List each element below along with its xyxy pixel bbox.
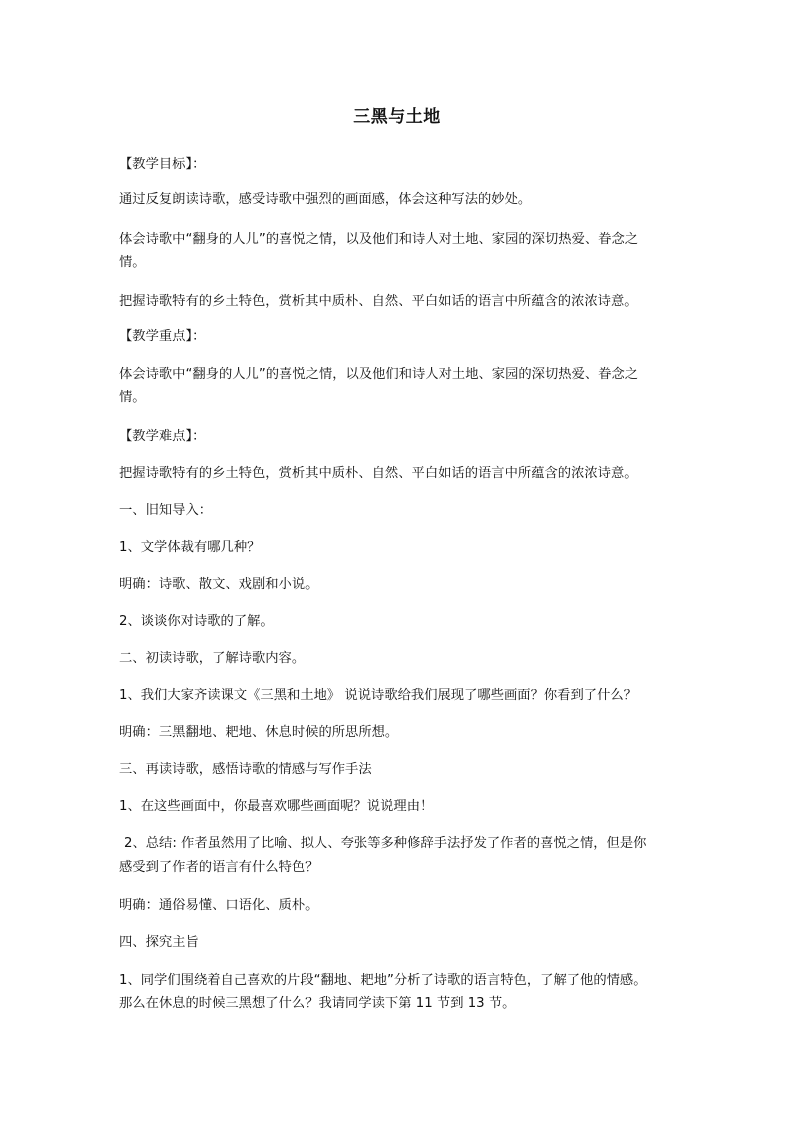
section-heading-part-three: 三、再读诗歌，感悟诗歌的情感与写作手法 xyxy=(119,762,372,777)
paragraph-theme-line-1: 1、同学们围绕着自己喜欢的片段“翻地、耙地”分析了诗歌的语言特色，了解了他的情感。 xyxy=(119,973,647,988)
paragraph-objective-2-line-1: 体会诗歌中“翻身的人儿”的喜悦之情，以及他们和诗人对土地、家园的深切热爱、眷念之 xyxy=(119,232,639,247)
section-heading-difficulties: 【教学难点】： xyxy=(119,429,206,444)
paragraph-reading-answer: 明确：三黑翻地、耙地、休息时候的所思所想。 xyxy=(119,725,399,740)
section-heading-part-four: 四、探究主旨 xyxy=(119,935,199,950)
paragraph-question-2: 2、谈谈你对诗歌的了解。 xyxy=(119,614,274,629)
paragraph-objective-2-line-2: 情。 xyxy=(119,255,146,270)
paragraph-difficulty: 把握诗歌特有的乡土特色，赏析其中质朴、自然、平白如话的语言中所蕴含的浓浓诗意。 xyxy=(119,466,638,481)
paragraph-summary-line-1: 2、总结: 作者虽然用了比喻、拟人、夸张等多种修辞手法抒发了作者的喜悦之情，但是你 xyxy=(124,836,647,851)
paragraph-summary-line-2: 感受到了作者的语言有什么特色？ xyxy=(119,860,319,875)
paragraph-favorite-scene-question: 1、在这些画面中，你最喜欢哪些画面呢？说说理由！ xyxy=(119,799,434,814)
section-heading-objectives: 【教学目标】： xyxy=(119,157,206,172)
paragraph-answer-1: 明确：诗歌、散文、戏剧和小说。 xyxy=(119,577,319,592)
section-heading-part-two: 二、初读诗歌，了解诗歌内容。 xyxy=(119,651,306,666)
paragraph-theme-line-2: 那么在休息的时候三黑想了什么？我请同学读下第 11 节到 13 节。 xyxy=(119,996,516,1011)
paragraph-key-point-line-2: 情。 xyxy=(119,390,146,405)
paragraph-language-features: 明确：通俗易懂、口语化、质朴。 xyxy=(119,898,319,913)
page-title: 三黑与土地 xyxy=(353,107,441,127)
paragraph-question-1: 1、文学体裁有哪几种？ xyxy=(119,540,261,555)
paragraph-objective-1: 通过反复朗读诗歌，感受诗歌中强烈的画面感，体会这种写法的妙处。 xyxy=(119,192,532,207)
paragraph-reading-question: 1、我们大家齐读课文《三黑和土地》 说说诗歌给我们展现了哪些画面？你看到了什么？ xyxy=(119,688,637,703)
section-heading-key-points: 【教学重点】： xyxy=(119,329,206,344)
section-heading-part-one: 一、旧知导入： xyxy=(119,503,213,518)
paragraph-objective-3: 把握诗歌特有的乡土特色，赏析其中质朴、自然、平白如话的语言中所蕴含的浓浓诗意。 xyxy=(119,294,638,309)
paragraph-key-point-line-1: 体会诗歌中“翻身的人儿”的喜悦之情，以及他们和诗人对土地、家园的深切热爱、眷念之 xyxy=(119,367,639,382)
